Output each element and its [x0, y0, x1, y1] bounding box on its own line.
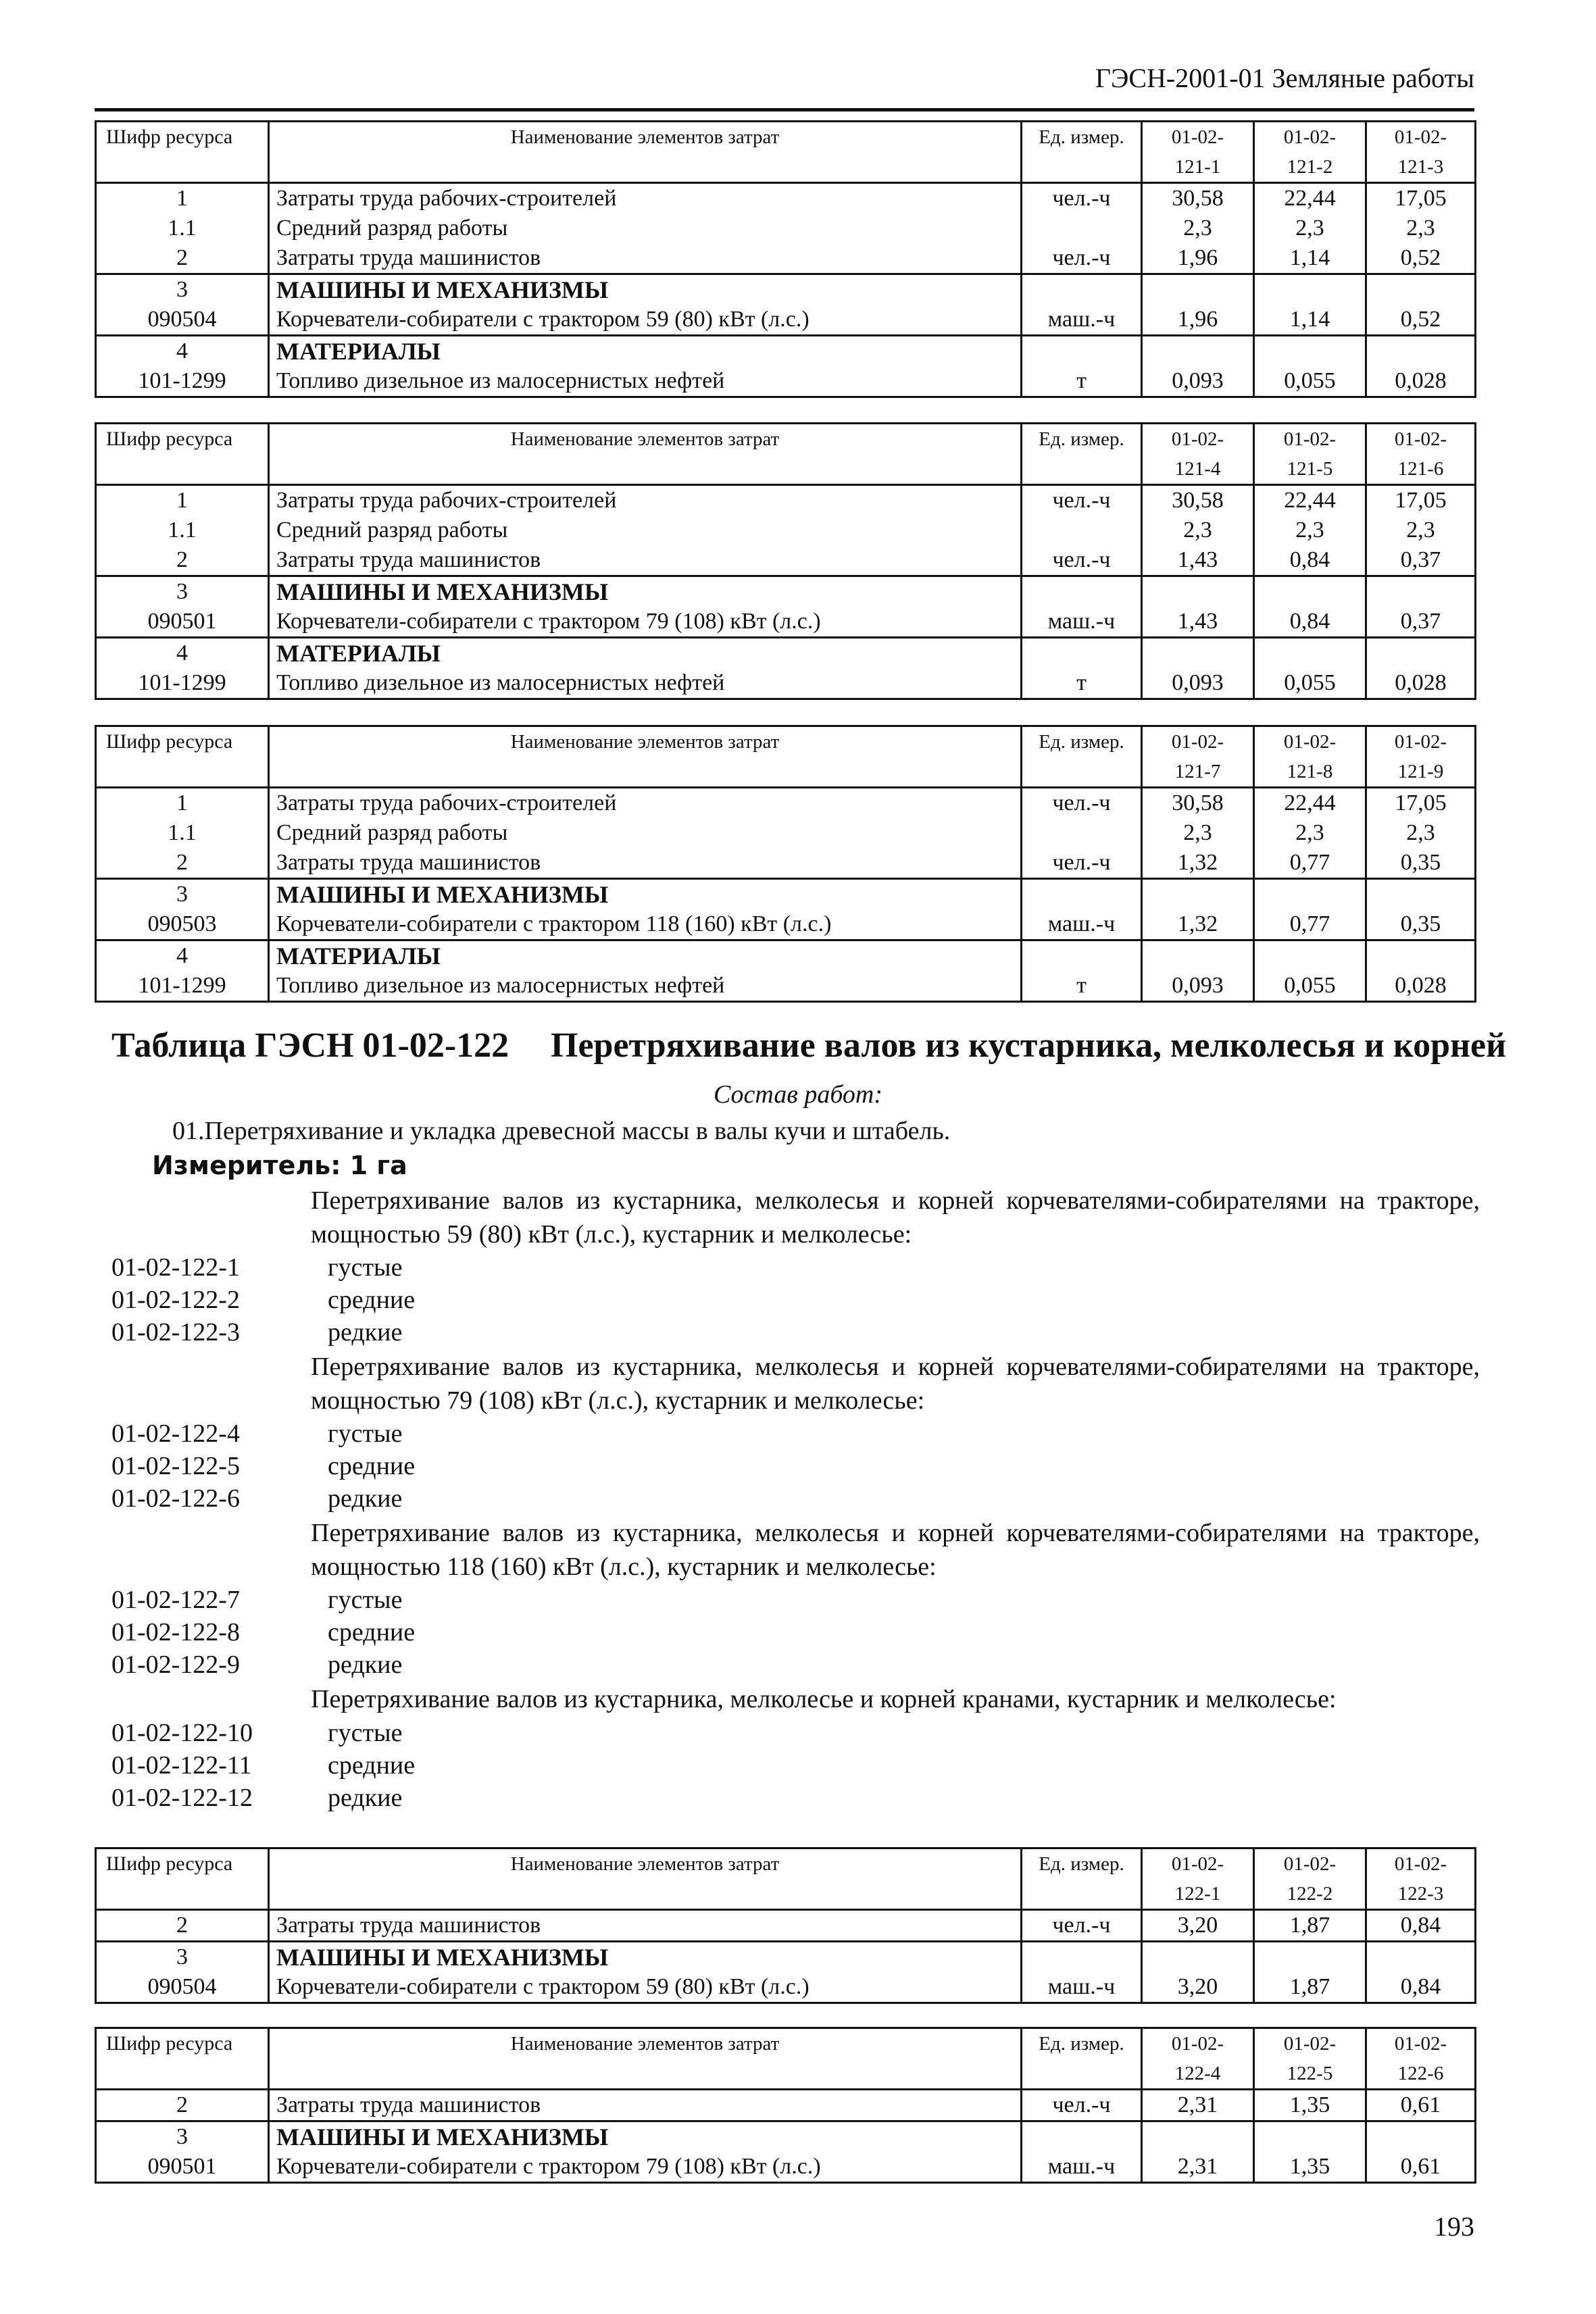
table-row: 2 Затраты труда машинистов чел.-ч 1,43 0,84 0,37	[96, 545, 1476, 576]
col-header-name: Наименование элементов затрат	[269, 122, 1022, 183]
col-header-name: Наименование элементов затрат	[269, 726, 1022, 788]
list-item: 01-02-122-10 густые	[111, 1719, 403, 1747]
group-description: Перетряхивание валов из кустарника, мелколесья и корней корчевателями-собирателями на тракторе, мощностью 79 (108) кВт (л.с.), кустарник и мелколесье:	[311, 1353, 1480, 1415]
list-item: 01-02-122-11 средние	[111, 1751, 416, 1780]
col-header-name: Наименование элементов затрат	[269, 2028, 1022, 2090]
list-item: 01-02-122-5 средние	[111, 1452, 416, 1480]
col-header-norm: 01-02- 121-3	[1366, 122, 1476, 183]
col-header-code: Шифр ресурса	[96, 1848, 269, 1910]
col-header-name: Наименование элементов затрат	[269, 424, 1022, 485]
col-header-name: Наименование элементов затрат	[269, 1848, 1022, 1910]
col-header-code: Шифр ресурса	[96, 726, 269, 788]
norm-table-122-1	[95, 1847, 1476, 2004]
table-row: 1.1 Средний разряд работы 2,3 2,3 2,3	[96, 818, 1476, 848]
table-row: 2 Затраты труда машинистов чел.-ч 1,96 1,14 0,52	[96, 243, 1476, 274]
running-header: ГЭСН-2001-01 Земляные работы	[1095, 63, 1474, 93]
col-header-norm: 01-02- 121-9	[1366, 726, 1476, 788]
table-row: 3 МАШИНЫ И МЕХАНИЗМЫ	[96, 274, 1476, 305]
norm-table-122-2	[95, 2027, 1476, 2184]
list-item: 01-02-122-3 редкие	[111, 1318, 403, 1347]
group-description: Перетряхивание валов из кустарника, мелколесье и корней кранами, кустарник и мелколесье:	[311, 1685, 1337, 1713]
table-row: 1 Затраты труда рабочих-строителей чел.-ч 30,58 22,44 17,05	[96, 183, 1476, 214]
col-header-norm: 01-02- 121-8	[1254, 726, 1366, 788]
section-name: Перетряхивание валов из кустарника, мелколесья и корней	[551, 1026, 1507, 1065]
list-item: 01-02-122-4 густые	[111, 1419, 403, 1448]
table-row: 090501 Корчеватели-собиратели с трактором 79 (108) кВт (л.с.) маш.-ч 1,43 0,84 0,37	[96, 607, 1476, 638]
table-row: 3 МАШИНЫ И МЕХАНИЗМЫ	[96, 576, 1476, 607]
list-item: 01-02-122-9 редкие	[111, 1651, 403, 1679]
col-header-unit: Ед. измер.	[1022, 424, 1142, 485]
col-header-norm: 01-02- 122-4	[1142, 2028, 1254, 2090]
section-title	[111, 1026, 1506, 1065]
group-description: Перетряхивание валов из кустарника, мелколесья и корней корчевателями-собирателями на тракторе, мощностью 118 (160) кВт (л.с.), кустарник и мелколесье:	[311, 1519, 1480, 1581]
table-row: 101-1299 Топливо дизельное из малосернистых нефтей т 0,093 0,055 0,028	[96, 668, 1476, 699]
composition-heading: Состав работ:	[713, 1080, 883, 1109]
list-item: 01-02-122-6 редкие	[111, 1484, 403, 1513]
col-header-norm: 01-02- 121-1	[1142, 122, 1254, 183]
table-row: 4 МАТЕРИАЛЫ	[96, 336, 1476, 367]
list-item: 01-02-122-7 густые	[111, 1586, 403, 1614]
table-row: 3 МАШИНЫ И МЕХАНИЗМЫ	[96, 1942, 1476, 1973]
col-header-unit: Ед. измер.	[1022, 2028, 1142, 2090]
table-row: 1.1 Средний разряд работы 2,3 2,3 2,3	[96, 213, 1476, 243]
table-row: 2 Затраты труда машинистов чел.-ч 2,31 1,35 0,61	[96, 2090, 1476, 2121]
table-row: 4 МАТЕРИАЛЫ	[96, 638, 1476, 669]
col-header-unit: Ед. измер.	[1022, 726, 1142, 788]
col-header-code: Шифр ресурса	[96, 2028, 269, 2090]
list-item: 01-02-122-8 средние	[111, 1618, 416, 1646]
table-row: 1.1 Средний разряд работы 2,3 2,3 2,3	[96, 515, 1476, 545]
table-row: 101-1299 Топливо дизельное из малосернистых нефтей т 0,093 0,055 0,028	[96, 366, 1476, 397]
table-row: 1 Затраты труда рабочих-строителей чел.-ч 30,58 22,44 17,05	[96, 788, 1476, 819]
table-row: 1 Затраты труда рабочих-строителей чел.-ч 30,58 22,44 17,05	[96, 485, 1476, 516]
col-header-norm: 01-02- 121-6	[1366, 424, 1476, 485]
table-row: 090504 Корчеватели-собиратели с трактором 59 (80) кВт (л.с.) маш.-ч 1,96 1,14 0,52	[96, 305, 1476, 336]
list-item: 01-02-122-2 средние	[111, 1286, 416, 1314]
col-header-norm: 01-02- 122-1	[1142, 1848, 1254, 1910]
col-header-norm: 01-02- 121-2	[1254, 122, 1366, 183]
header-rule	[95, 108, 1474, 111]
table-row: 3 МАШИНЫ И МЕХАНИЗМЫ	[96, 2121, 1476, 2153]
table-row: 2 Затраты труда машинистов чел.-ч 1,32 0,77 0,35	[96, 848, 1476, 879]
col-header-norm: 01-02- 121-5	[1254, 424, 1366, 485]
col-header-code: Шифр ресурса	[96, 424, 269, 485]
list-item: 01-02-122-1 густые	[111, 1253, 403, 1282]
page-number: 193	[1434, 2211, 1474, 2242]
col-header-norm: 01-02- 121-4	[1142, 424, 1254, 485]
group-description: Перетряхивание валов из кустарника, мелколесья и корней корчевателями-собирателями на тракторе, мощностью 59 (80) кВт (л.с.), кустарник и мелколесье:	[311, 1186, 1480, 1249]
table-row: 090501 Корчеватели-собиратели с трактором 79 (108) кВт (л.с.) маш.-ч 2,31 1,35 0,61	[96, 2152, 1476, 2183]
table-row: 090503 Корчеватели-собиратели с трактором 118 (160) кВт (л.с.) маш.-ч 1,32 0,77 0,35	[96, 909, 1476, 940]
table-row: 2 Затраты труда машинистов чел.-ч 3,20 1,87 0,84	[96, 1910, 1476, 1942]
col-header-unit: Ед. измер.	[1022, 1848, 1142, 1910]
table-row: 3 МАШИНЫ И МЕХАНИЗМЫ	[96, 879, 1476, 910]
norm-table-121-2	[95, 422, 1476, 700]
col-header-norm: 01-02- 121-7	[1142, 726, 1254, 788]
col-header-unit: Ед. измер.	[1022, 122, 1142, 183]
col-header-norm: 01-02- 122-5	[1254, 2028, 1366, 2090]
section-code: Таблица ГЭСН 01-02-122	[111, 1026, 509, 1065]
work-composition-line: 01.Перетряхивание и укладка древесной массы в валы кучи и штабель.	[172, 1117, 951, 1145]
table-row: 4 МАТЕРИАЛЫ	[96, 940, 1476, 972]
col-header-norm: 01-02- 122-3	[1366, 1848, 1476, 1910]
norm-table-121-1	[95, 120, 1476, 398]
meter-line: Измеритель: 1 га	[152, 1151, 407, 1180]
col-header-norm: 01-02- 122-2	[1254, 1848, 1366, 1910]
norm-table-121-3	[95, 725, 1476, 1003]
list-item: 01-02-122-12 редкие	[111, 1784, 403, 1812]
col-header-norm: 01-02- 122-6	[1366, 2028, 1476, 2090]
table-row: 090504 Корчеватели-собиратели с трактором 59 (80) кВт (л.с.) маш.-ч 3,20 1,87 0,84	[96, 1972, 1476, 2003]
col-header-code: Шифр ресурса	[96, 122, 269, 183]
table-row: 101-1299 Топливо дизельное из малосернистых нефтей т 0,093 0,055 0,028	[96, 971, 1476, 1002]
